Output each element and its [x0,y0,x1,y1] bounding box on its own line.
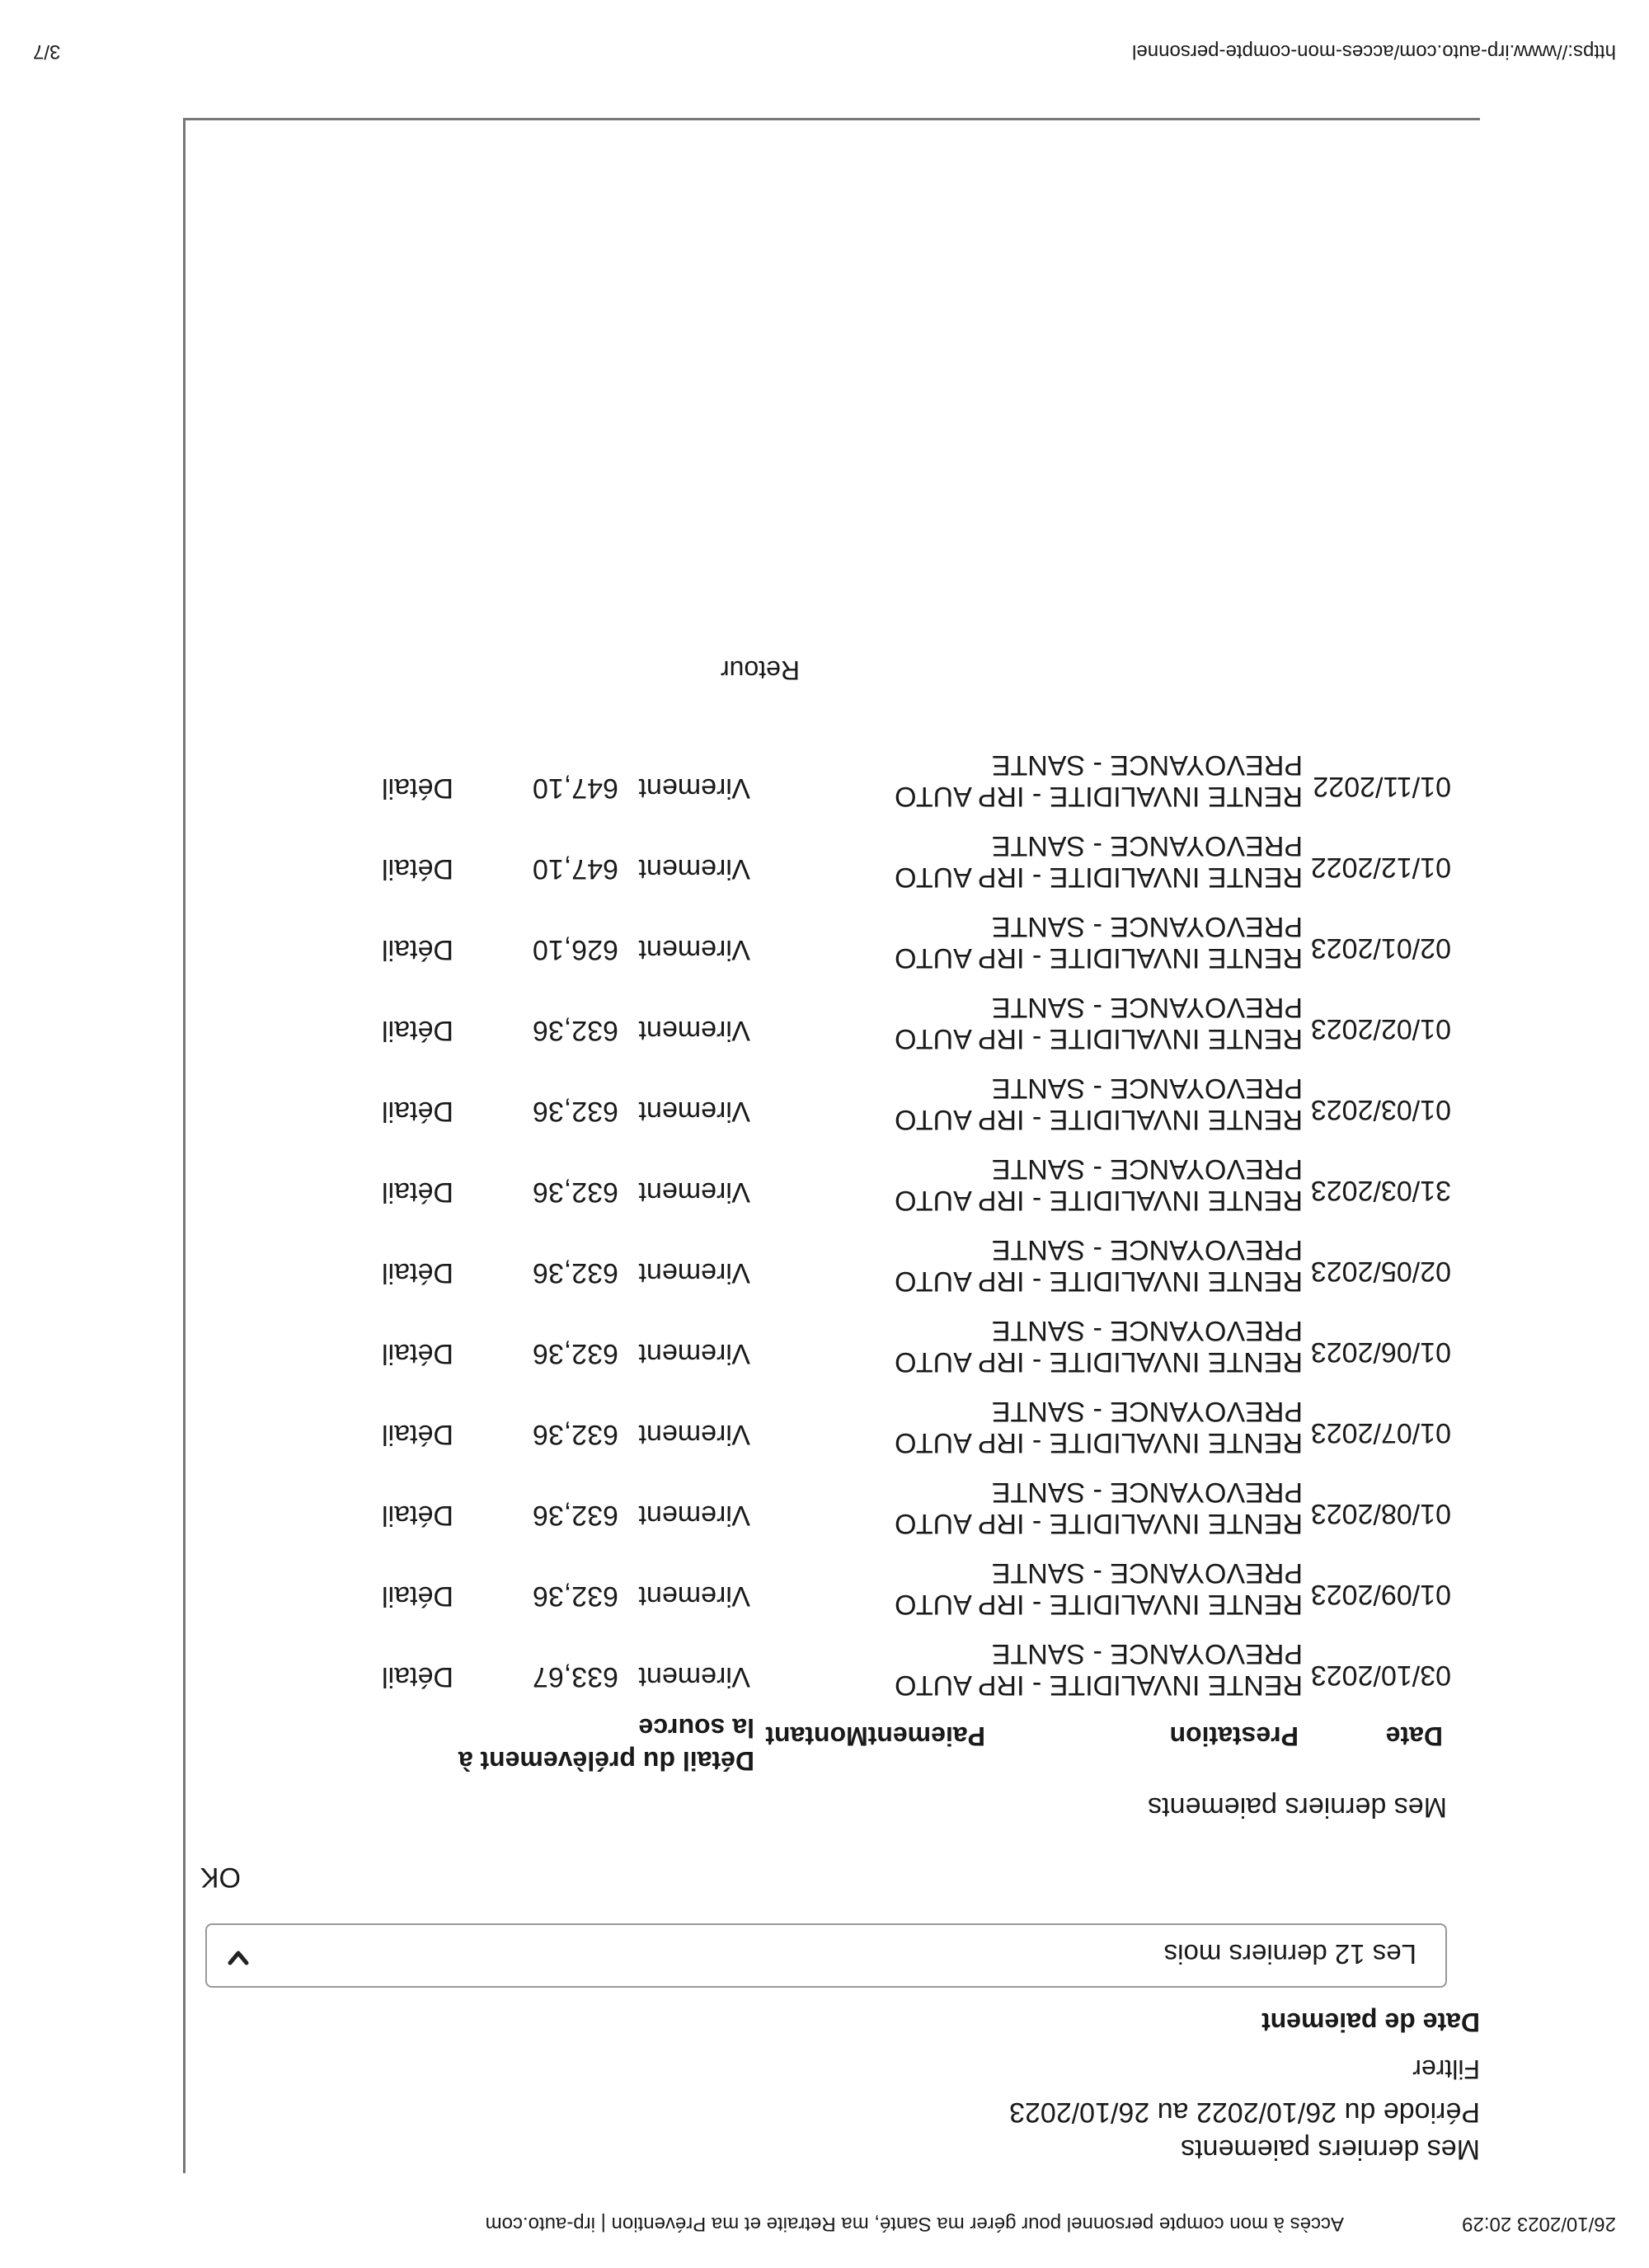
table-row [186,1539,1480,1620]
row-prestation-line1: RENTE INVALIDITE - IRP AUTO [895,1427,1303,1458]
table-row [186,893,1480,974]
table-row [186,1054,1480,1135]
row-prestation [895,830,1303,893]
col-header-detail-line2: la source [638,1713,754,1743]
row-date: 01/07/2023 [1310,1417,1451,1449]
row-prestation-line2: PREVOYANCE - SANTE [991,1557,1303,1589]
row-amount: 632,36 [533,1096,618,1127]
row-prestation [895,1557,1303,1620]
row-detail-link[interactable]: Détail [382,853,453,885]
row-detail-link[interactable]: Détail [382,1096,453,1127]
row-prestation-line1: RENTE INVALIDITE - IRP AUTO [895,1104,1303,1135]
row-amount: 632,36 [533,1176,618,1208]
row-prestation-line2: PREVOYANCE - SANTE [991,1153,1303,1185]
row-detail-link[interactable]: Détail [382,1661,453,1693]
filter-label: Filtrer [1412,2054,1480,2084]
back-link[interactable]: Retour [720,655,800,685]
row-date: 02/01/2023 [1310,932,1451,964]
row-prestation-line2: PREVOYANCE - SANTE [991,749,1303,781]
table-row [186,731,1480,812]
row-detail-link[interactable]: Détail [382,1015,453,1046]
row-payment-mode: Virement [638,1661,750,1693]
table-row [186,1297,1480,1378]
row-date: 01/11/2022 [1313,771,1451,802]
table-row [186,1458,1480,1539]
row-date: 01/12/2022 [1310,852,1451,883]
row-date: 01/06/2023 [1310,1336,1451,1368]
row-prestation-line1: RENTE INVALIDITE - IRP AUTO [895,1346,1303,1378]
col-header-paiement-montant: PaiementMontant [765,1721,985,1751]
col-header-date: Date [1385,1721,1443,1751]
row-payment-mode: Virement [638,1500,750,1531]
row-prestation [895,1396,1303,1458]
print-url: https://www.irp-auto.com/acces-mon-compte-personnel [1132,40,1616,63]
table-row [186,1135,1480,1216]
row-prestation [895,1477,1303,1539]
row-date: 02/05/2023 [1310,1256,1451,1287]
col-header-detail-line1: Détail du prélèvement à [458,1746,754,1776]
row-prestation-line2: PREVOYANCE - SANTE [991,1638,1303,1669]
row-amount: 633,67 [533,1661,618,1693]
main-content [183,118,1480,2173]
row-detail-link[interactable]: Détail [382,1176,453,1208]
row-prestation-line1: RENTE INVALIDITE - IRP AUTO [895,1185,1303,1216]
col-header-detail [458,1712,754,1777]
row-prestation-line1: RENTE INVALIDITE - IRP AUTO [895,1589,1303,1620]
row-payment-mode: Virement [638,853,750,885]
print-page-title: Accès à mon compte personnel pour gérer ma Santé, ma Retraite et ma Prévention | irp-auto.com [485,2213,1344,2235]
row-amount: 632,36 [533,1580,618,1612]
row-date: 03/10/2023 [1310,1660,1451,1691]
row-detail-link[interactable]: Détail [382,1338,453,1369]
row-payment-mode: Virement [638,1257,750,1289]
col-header-prestation: Prestation [1169,1721,1299,1751]
row-payment-mode: Virement [638,1176,750,1208]
ok-button[interactable]: OK [200,1862,241,1893]
print-datetime: 26/10/2023 20:29 [1462,2213,1616,2235]
row-detail-link[interactable]: Détail [382,1580,453,1612]
row-amount: 632,36 [533,1419,618,1450]
period-select[interactable] [205,1923,1447,1988]
row-detail-link[interactable]: Détail [382,772,453,804]
row-prestation [895,1153,1303,1216]
row-prestation [895,1315,1303,1378]
print-footer [33,30,1616,63]
row-prestation-line1: RENTE INVALIDITE - IRP AUTO [895,1265,1303,1297]
row-prestation-line1: RENTE INVALIDITE - IRP AUTO [895,1508,1303,1539]
row-prestation-line1: RENTE INVALIDITE - IRP AUTO [895,862,1303,893]
row-prestation [895,911,1303,974]
row-date: 01/02/2023 [1310,1013,1451,1045]
row-date: 01/09/2023 [1310,1579,1451,1610]
row-prestation-line1: RENTE INVALIDITE - IRP AUTO [895,781,1303,812]
row-prestation-line2: PREVOYANCE - SANTE [991,911,1303,942]
table-row [186,1378,1480,1458]
row-prestation-line2: PREVOYANCE - SANTE [991,992,1303,1023]
payment-date-label: Date de paiement [1261,2007,1480,2037]
row-payment-mode: Virement [638,1015,750,1046]
row-date: 01/03/2023 [1310,1094,1451,1125]
payments-title: Mes derniers paiements [1148,1791,1447,1823]
row-prestation [895,992,1303,1054]
row-prestation-line1: RENTE INVALIDITE - IRP AUTO [895,1023,1303,1054]
row-date: 01/08/2023 [1310,1498,1451,1529]
row-prestation-line1: RENTE INVALIDITE - IRP AUTO [895,1669,1303,1701]
row-prestation-line2: PREVOYANCE - SANTE [991,1396,1303,1427]
row-prestation-line2: PREVOYANCE - SANTE [991,830,1303,862]
row-detail-link[interactable]: Détail [382,1419,453,1450]
row-amount: 632,36 [533,1257,618,1289]
period-select-value: Les 12 derniers mois [1163,1939,1416,1970]
row-detail-link[interactable]: Détail [382,1257,453,1289]
row-detail-link[interactable]: Détail [382,934,453,965]
row-amount: 632,36 [533,1500,618,1531]
period-range: Période du 26/10/2022 au 26/10/2023 [1009,2097,1480,2128]
table-row [186,812,1480,893]
row-prestation-line2: PREVOYANCE - SANTE [991,1315,1303,1346]
section-title: Mes derniers paiements [1181,2134,1480,2165]
row-prestation [895,749,1303,812]
table-row [186,974,1480,1054]
row-prestation [895,1638,1303,1701]
row-prestation-line2: PREVOYANCE - SANTE [991,1073,1303,1104]
row-prestation-line1: RENTE INVALIDITE - IRP AUTO [895,942,1303,974]
row-prestation-line2: PREVOYANCE - SANTE [991,1234,1303,1265]
row-amount: 647,10 [533,772,618,804]
row-prestation [895,1234,1303,1297]
chevron-down-icon [222,1937,255,1975]
row-payment-mode: Virement [638,1096,750,1127]
row-prestation [895,1073,1303,1135]
print-header [33,2202,1616,2235]
table-row [186,1216,1480,1297]
row-detail-link[interactable]: Détail [382,1500,453,1531]
row-payment-mode: Virement [638,934,750,965]
row-amount: 626,10 [533,934,618,965]
row-amount: 647,10 [533,853,618,885]
row-payment-mode: Virement [638,1419,750,1450]
row-date: 31/03/2023 [1310,1175,1451,1206]
row-prestation-line2: PREVOYANCE - SANTE [991,1477,1303,1508]
print-page-number: 3/7 [33,40,61,63]
row-payment-mode: Virement [638,772,750,804]
row-amount: 632,36 [533,1015,618,1046]
row-payment-mode: Virement [638,1338,750,1369]
row-amount: 632,36 [533,1338,618,1369]
table-row [186,1620,1480,1701]
row-payment-mode: Virement [638,1580,750,1612]
